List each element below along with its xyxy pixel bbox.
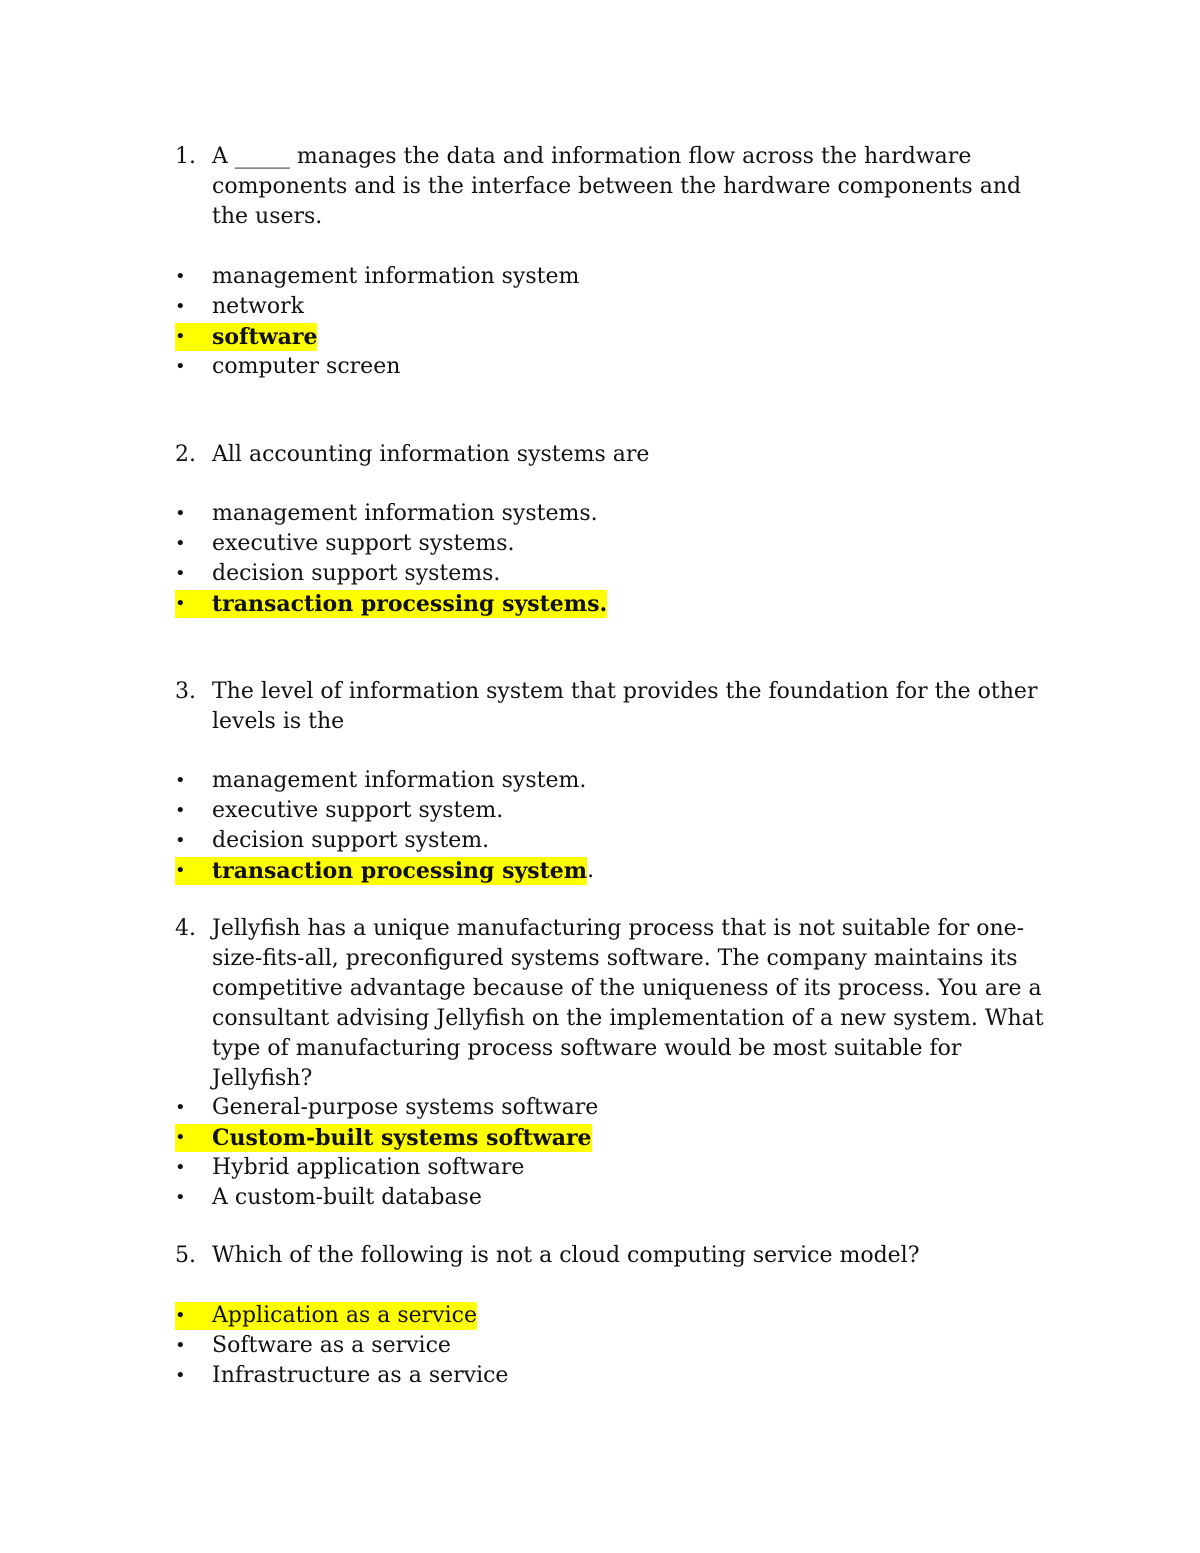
question-text: All accounting information systems are xyxy=(212,442,650,467)
options-list-5 xyxy=(175,1301,508,1391)
options-list-1 xyxy=(175,262,579,382)
option-text: transaction processing systems. xyxy=(212,591,608,617)
correct-option xyxy=(175,322,579,352)
option-text: Software as a service xyxy=(212,1333,451,1358)
bullet-icon: • xyxy=(175,770,186,791)
option xyxy=(175,766,594,796)
option-text: decision support system. xyxy=(212,828,490,853)
option-text: A custom-built database xyxy=(212,1185,482,1210)
option xyxy=(175,529,607,559)
options-list-3 xyxy=(175,766,594,886)
question-4 xyxy=(175,914,1055,1094)
option-text: transaction processing system xyxy=(212,858,588,884)
option-text: network xyxy=(212,294,304,319)
answer-highlight xyxy=(175,323,317,351)
question-text: A _____ manages the data and information flow across the hardware components and is the interface between the hardware components and the users. xyxy=(212,144,1022,229)
option xyxy=(175,1361,508,1391)
bullet-icon: • xyxy=(175,1365,186,1386)
bullet-icon: • xyxy=(175,1187,186,1208)
option-text: management information system xyxy=(212,264,580,289)
question-text: Jellyfish has a unique manufacturing process that is not suitable for one-size-fits-all, preconfigured systems software. The company maintains its competitive advantage because of the uniqueness of its process. You are a consultant advising Jellyfish on the implementation of a new system. What type of manufacturing process software would be most suitable for Jellyfish? xyxy=(212,916,1044,1091)
option-text: management information system. xyxy=(212,768,587,793)
option-text: decision support systems. xyxy=(212,561,501,586)
options-list-2 xyxy=(175,499,607,619)
bullet-icon: • xyxy=(175,1127,186,1148)
bullet-icon: • xyxy=(175,860,186,881)
question-number: 4. xyxy=(175,916,196,941)
option xyxy=(175,499,607,529)
option-text: Hybrid application software xyxy=(212,1155,525,1180)
bullet-icon: • xyxy=(175,533,186,554)
option xyxy=(175,1183,598,1213)
answer-highlight xyxy=(175,1124,592,1152)
bullet-icon: • xyxy=(175,1157,186,1178)
option-text: management information systems. xyxy=(212,501,598,526)
option xyxy=(175,1331,508,1361)
option xyxy=(175,1093,598,1123)
options-list-4 xyxy=(175,1093,598,1213)
bullet-icon: • xyxy=(175,356,186,377)
correct-option xyxy=(175,856,594,886)
bullet-icon: • xyxy=(175,503,186,524)
option xyxy=(175,352,579,382)
bullet-icon: • xyxy=(175,830,186,851)
correct-option xyxy=(175,1123,598,1153)
question-3 xyxy=(175,677,1055,737)
bullet-icon: • xyxy=(175,1305,186,1326)
option xyxy=(175,1153,598,1183)
option xyxy=(175,796,594,826)
bullet-icon: • xyxy=(175,800,186,821)
question-text: Which of the following is not a cloud computing service model? xyxy=(212,1243,920,1268)
option-text: executive support system. xyxy=(212,798,504,823)
bullet-icon: • xyxy=(175,266,186,287)
option-text: Infrastructure as a service xyxy=(212,1363,509,1388)
bullet-icon: • xyxy=(175,593,186,614)
correct-option xyxy=(175,589,607,619)
question-number: 5. xyxy=(175,1243,196,1268)
answer-highlight xyxy=(175,590,607,618)
question-number: 1. xyxy=(175,144,196,169)
bullet-icon: • xyxy=(175,563,186,584)
option-text: software xyxy=(212,324,318,350)
bullet-icon: • xyxy=(175,296,186,317)
option-text: executive support systems. xyxy=(212,531,515,556)
question-1 xyxy=(175,142,1055,232)
option xyxy=(175,826,594,856)
option xyxy=(175,292,579,322)
answer-highlight xyxy=(175,857,587,885)
option-text: General-purpose systems software xyxy=(212,1095,599,1120)
question-number: 3. xyxy=(175,679,196,704)
option-text: Application as a service xyxy=(212,1303,477,1328)
option-text: Custom-built systems software xyxy=(212,1125,592,1151)
bullet-icon: • xyxy=(175,1335,186,1356)
question-number: 2. xyxy=(175,442,196,467)
question-2 xyxy=(175,440,1055,470)
option xyxy=(175,262,579,292)
option-text: computer screen xyxy=(212,354,401,379)
option xyxy=(175,559,607,589)
question-text: The level of information system that provides the foundation for the other levels is the xyxy=(212,679,1038,734)
question-5 xyxy=(175,1241,1055,1271)
option-suffix: . xyxy=(587,858,595,883)
bullet-icon: • xyxy=(175,326,186,347)
bullet-icon: • xyxy=(175,1097,186,1118)
correct-option xyxy=(175,1301,508,1331)
answer-highlight xyxy=(175,1302,477,1330)
